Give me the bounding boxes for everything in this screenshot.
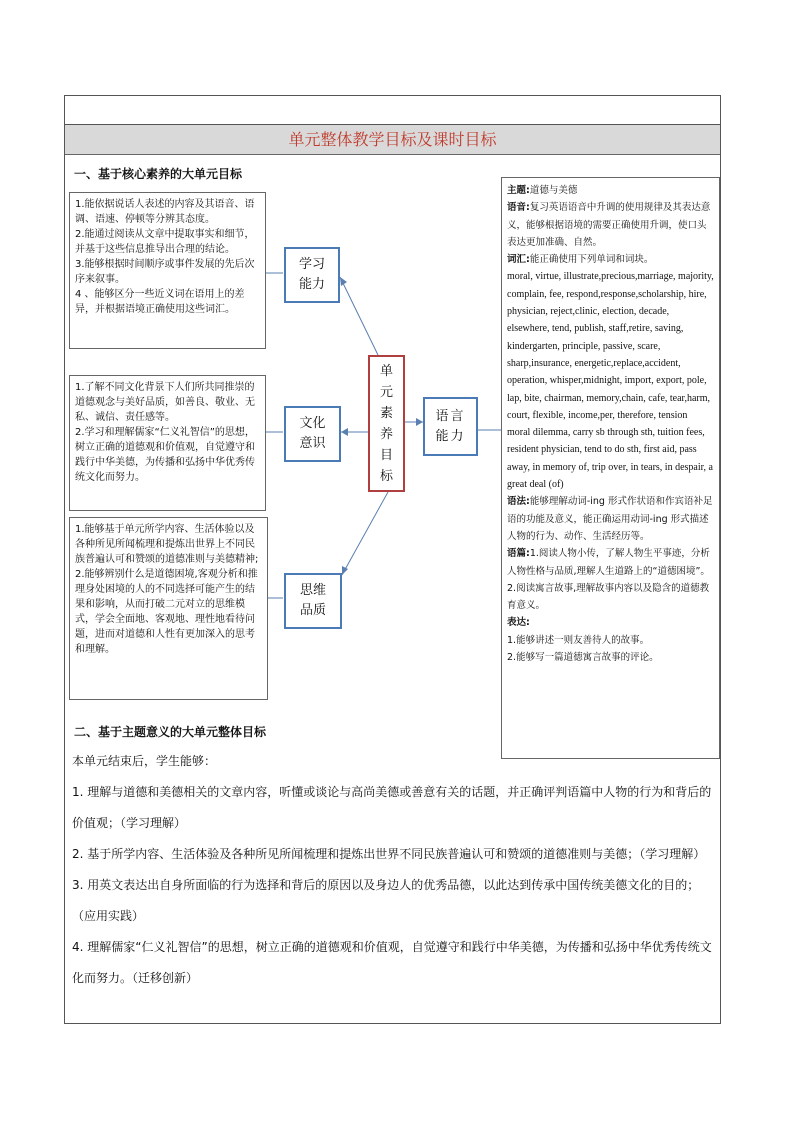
learning-item-3: 3.能够根据时间顺序或事件发展的先后次序来叙事。: [75, 259, 255, 285]
learning-ability-box: [69, 192, 266, 349]
grammar-label: 语法:: [507, 496, 530, 508]
learning-item-4: 4 、能够区分一些近义词在语用上的差异，并根据语境正确使用这些词汇。: [75, 289, 245, 315]
vocab-text: 能正确使用下列单词和词块。: [529, 254, 654, 266]
goal-item-3: 3. 用英文表达出自身所面临的行为选择和背后的原因以及身边人的优秀品德，以此达到传承中国传统美德文化的目的；（应用实践）: [72, 878, 700, 923]
culture-item-1: 1.了解不同文化背景下人们所共同推崇的道德观念与美好品质，如善良、敬业、无私、诚信、责任感等。: [75, 382, 255, 423]
language-ability-node: [423, 397, 478, 456]
express-label: 表达:: [507, 617, 530, 629]
thinking-quality-node: [284, 573, 342, 629]
section2-intro: 本单元结束后，学生能够：: [72, 754, 217, 768]
learning-item-2: 2.能通过阅读从文章中提取事实和细节，并基于这些信息推导出合理的结论。: [75, 229, 255, 255]
learning-item-1: 1.能依据说话人表述的内容及其语音、语调、语速、停顿等分辨其态度。: [75, 199, 255, 225]
express-item-1: 1.能够讲述一则友善待人的故事。: [507, 634, 650, 646]
phonetics-label: 语音:: [507, 202, 530, 214]
discourse-label: 语篇:: [507, 548, 530, 560]
goal-item-2: 2. 基于所学内容、生活体验及各种所见所闻梳理和提炼出世界不同民族普遍认可和赞颂的道德准则与美德；（学习理解）: [72, 847, 706, 861]
cultural-awareness-box: [69, 375, 266, 511]
grammar-text: 能够理解动词-ing 形式作状语和作宾语补足语的功能及意义，能正确运用动词-ing 形式描述人物的行为、动作、生活经历等。: [507, 496, 713, 542]
vocab-label: 词汇:: [507, 254, 530, 266]
theme-label: 主题:: [507, 185, 530, 196]
page-title: 单元整体教学目标及课时目标: [65, 125, 720, 155]
thinking-quality-box: [69, 517, 268, 700]
section2-body: [72, 746, 714, 994]
thinking-quality-label: 思维品质: [299, 583, 326, 618]
cultural-awareness-node: [284, 406, 341, 462]
thinking-item-1: 1.能够基于单元所学内容、生活体验以及各种所见所闻梳理和提炼出世界上不同民族普遍认可和赞颂的道德准则与美德精神;: [75, 524, 259, 565]
learning-ability-node: [284, 247, 340, 303]
phonetics-text: 复习英语语音中升调的使用规律及其表达意义，能够根据语境的需要正确使用升调，使口头表达更加准确、自然。: [507, 202, 711, 248]
section1-heading: 一、基于核心素养的大单元目标: [74, 167, 243, 181]
vocab-phrase-list: moral dilemma, carry sb through sth, tuition fees, resident physician, tend to do sth, first aid, pass away, in memory of, trip over, in tears, in despair, a great deal (of): [507, 427, 713, 491]
section2-heading: 二、基于主题意义的大单元整体目标: [74, 725, 267, 739]
thinking-item-2: 2.能够辨别什么是道德困境,客观分析和推理身处困境的人的不同选择可能产生的结果和影响，从而打破二元对立的思维模式，学会全面地、客观地、理性地看待问题，进而对道德和人性有更加深入的思考和理解。: [75, 569, 258, 655]
discourse-item-2: 2.阅读寓言故事,理解故事内容以及隐含的道德教育意义。: [507, 582, 710, 612]
cultural-awareness-label: 文化意识: [299, 416, 326, 451]
theme-text: 道德与美德: [529, 185, 578, 196]
unit-core-goal-label: 单元素养目标: [379, 363, 393, 484]
language-ability-box: [501, 177, 720, 759]
discourse-item-1: 1.阅读人物小传，了解人物生平事迹，分析人物性格与品质,理解人生道路上的“道德困境”。: [507, 548, 710, 577]
goal-item-4: 4. 理解儒家“仁义礼智信”的思想，树立正确的道德观和价值观，自觉遵守和践行中华美德，为传播和弘扬中华优秀传统文化而努力。（迁移创新）: [72, 940, 712, 985]
language-ability-label: 语言能力: [435, 408, 466, 444]
goal-item-1: 1. 理解与道德和美德相关的文章内容，听懂或谈论与高尚美德或善意有关的话题，并正确评判语篇中人物的行为和背后的价值观；（学习理解）: [72, 785, 712, 830]
culture-item-2: 2.学习和理解儒家“仁义礼智信”的思想，树立正确的道德观和价值观，自觉遵守和践行中华美德，为传播和弘扬中华优秀传统文化而努力。: [75, 427, 255, 483]
express-item-2: 2.能够写一篇道德寓言故事的评论。: [507, 652, 659, 664]
learning-ability-label: 学习能力: [298, 257, 325, 292]
vocab-word-list: moral, virtue, illustrate,precious,marriage, majority, complain, fee, respond,response,scholarship, hire, physician, reject,clinic, election, decade, elsewhere, tend, publish, staff,retire, saving, kindergarten, principle, passive, scare, sharp,insurance, energetic,replace,accident, operation, whisper,midnight, import, export, pole, lap, bite, chairman, memory,chain, cafe, tear,harm, court, flexible, income,per, therefore, tension: [507, 271, 714, 421]
unit-core-goal-node: [368, 355, 405, 492]
